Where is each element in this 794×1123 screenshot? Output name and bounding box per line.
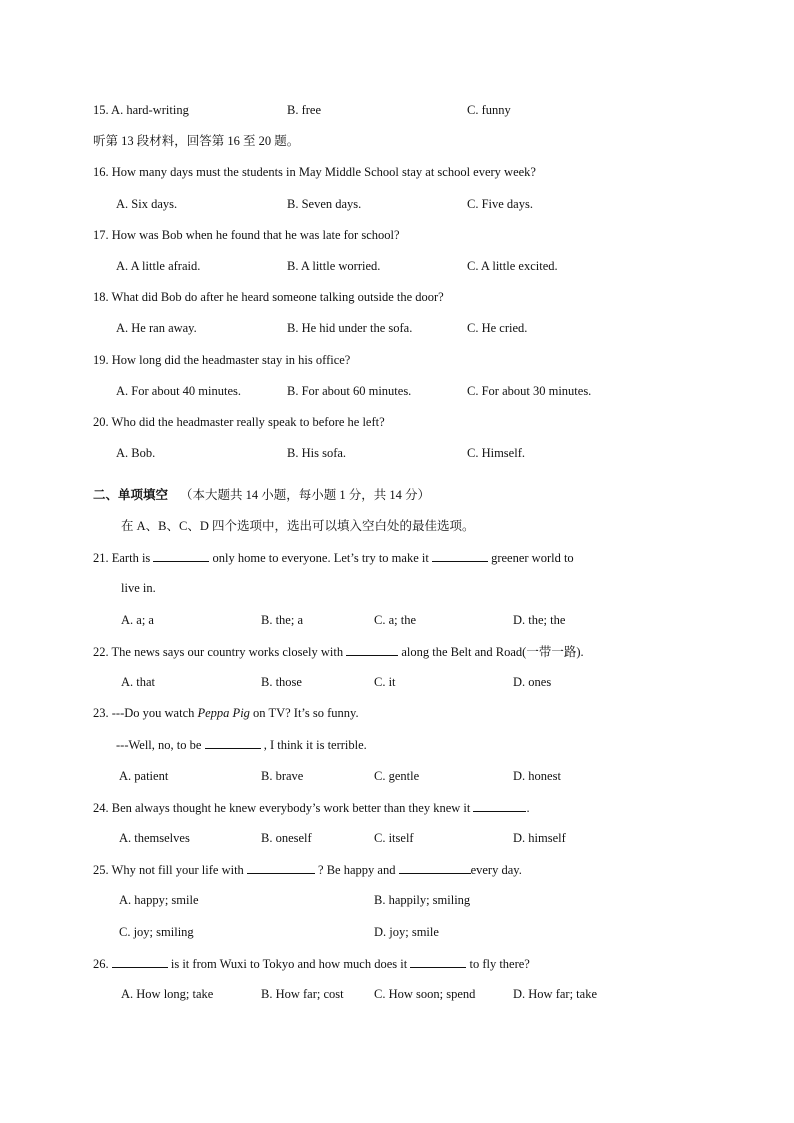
q21-option-a: A. a; a <box>121 613 154 627</box>
q23-text-2: on TV? It’s so funny. <box>253 706 359 720</box>
q26-stem <box>93 955 530 972</box>
q19-stem: 19. How long did the headmaster stay in his office? <box>93 353 351 367</box>
q26-option-b: B. How far; cost <box>261 987 344 1001</box>
q25-blank-1 <box>247 861 315 874</box>
q23-text-3: ---Well, no, to be <box>116 738 202 752</box>
q25-text-3: every day. <box>470 863 522 877</box>
q23-stem <box>93 705 359 721</box>
q21-text-1: 21. Earth is <box>93 551 151 565</box>
q26-option-c: C. How soon; spend <box>374 987 476 1001</box>
q20-option-a: A. Bob. <box>116 446 156 460</box>
q18-option-b: B. He hid under the sofa. <box>287 321 413 335</box>
q23-text-4: , I think it is terrible. <box>263 738 367 752</box>
q21-option-d: D. the; the <box>513 613 566 627</box>
q21-blank-1 <box>153 549 209 562</box>
q17-option-a: A. A little afraid. <box>116 259 201 273</box>
q25-stem <box>93 861 522 878</box>
q21-blank-2 <box>432 549 488 562</box>
q26-text-1: 26. <box>93 957 109 971</box>
part2-heading: 二、单项填空 <box>93 488 169 502</box>
q24-option-a: A. themselves <box>119 831 190 845</box>
part2-heading-line <box>93 487 430 503</box>
q23-option-c: C. gentle <box>374 769 420 783</box>
q17-option-c: C. A little excited. <box>467 259 558 273</box>
q25-option-b: B. happily; smiling <box>374 893 471 907</box>
q19-option-b: B. For about 60 minutes. <box>287 384 412 398</box>
q21-stem <box>93 549 574 566</box>
q24-option-b: B. oneself <box>261 831 312 845</box>
q24-option-c: C. itself <box>374 831 414 845</box>
q23-blank <box>205 736 261 749</box>
q22-text-1: 22. The news says our country works closely with <box>93 645 344 659</box>
q22-option-a: A. that <box>121 675 156 689</box>
part2-instruction: 在 A、B、C、D 四个选项中，选出可以填入空白处的最佳选项。 <box>121 519 475 533</box>
q26-blank-2 <box>410 955 466 968</box>
q18-option-a: A. He ran away. <box>116 321 197 335</box>
q21-option-b: B. the; a <box>261 613 304 627</box>
q25-text-1: 25. Why not fill your life with <box>93 863 244 877</box>
q23-line-2 <box>116 736 367 753</box>
q26-option-a: A. How long; take <box>121 987 214 1001</box>
q23-option-b: B. brave <box>261 769 304 783</box>
q16-option-b: B. Seven days. <box>287 197 362 211</box>
q25-text-2: ? Be happy and <box>318 863 396 877</box>
q15-stem: 15. A. hard-writing <box>93 103 189 117</box>
q22-option-c: C. it <box>374 675 396 689</box>
q21-text-2: only home to everyone. Let’s try to make it <box>212 551 429 565</box>
q22-stem <box>93 643 584 660</box>
q24-blank <box>473 799 526 812</box>
q26-text-2: is it from Wuxi to Tokyo and how much does it <box>170 957 408 971</box>
q22-text-2: along the Belt and Road(一带一路). <box>401 645 584 659</box>
q21-text-3: greener world to <box>491 551 574 565</box>
q25-option-d: D. joy; smile <box>374 925 439 939</box>
q26-text-3: to fly there? <box>469 957 530 971</box>
q22-option-b: B. those <box>261 675 302 689</box>
q20-stem: 20. Who did the headmaster really speak to before he left? <box>93 415 385 429</box>
q17-option-b: B. A little worried. <box>287 259 381 273</box>
q22-option-d: D. ones <box>513 675 552 689</box>
q24-stem <box>93 799 530 816</box>
q16-stem: 16. How many days must the students in May Middle School stay at school every week? <box>93 165 536 179</box>
q20-option-c: C. Himself. <box>467 446 525 460</box>
part2-note: （本大题共 14 小题，每小题 1 分，共 14 分） <box>180 488 431 502</box>
q17-stem: 17. How was Bob when he found that he was late for school? <box>93 228 400 242</box>
q18-option-c: C. He cried. <box>467 321 528 335</box>
q19-option-c: C. For about 30 minutes. <box>467 384 592 398</box>
q16-option-a: A. Six days. <box>116 197 178 211</box>
q23-option-a: A. patient <box>119 769 169 783</box>
q26-option-d: D. How far; take <box>513 987 597 1001</box>
q25-option-c: C. joy; smiling <box>119 925 194 939</box>
q15-option-c: C. funny <box>467 103 511 117</box>
q21-option-c: C. a; the <box>374 613 417 627</box>
q20-option-b: B. His sofa. <box>287 446 347 460</box>
q24-text-2: . <box>526 801 530 815</box>
q22-blank <box>346 643 398 656</box>
q21-continuation: live in. <box>121 581 156 595</box>
q23-option-d: D. honest <box>513 769 561 783</box>
q16-option-c: C. Five days. <box>467 197 533 211</box>
q24-text-1: 24. Ben always thought he knew everybody’s work better than they knew it <box>93 801 471 815</box>
q24-option-d: D. himself <box>513 831 566 845</box>
q19-option-a: A. For about 40 minutes. <box>116 384 241 398</box>
q15-option-b: B. free <box>287 103 322 117</box>
q25-option-a: A. happy; smile <box>119 893 199 907</box>
q23-title: Peppa Pig <box>197 706 250 720</box>
section-note: 听第 13 段材料，回答第 16 至 20 题。 <box>93 134 300 148</box>
q25-blank-2 <box>399 861 471 874</box>
q23-text-1: 23. ---Do you watch <box>93 706 195 720</box>
q18-stem: 18. What did Bob do after he heard someone talking outside the door? <box>93 290 444 304</box>
q26-blank-1 <box>112 955 168 968</box>
